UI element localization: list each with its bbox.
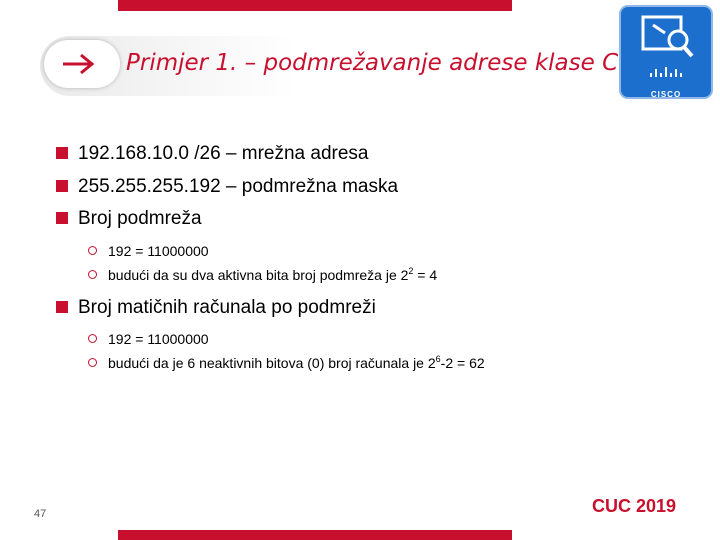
sub-bullet-text-post: -2 = 62 — [440, 355, 485, 371]
sub-bullet-text-pre: budući da su dva aktivna bita broj podmreža je 2 — [108, 267, 409, 283]
sub-bullet-circle-icon — [88, 358, 97, 367]
sub-bullet-binary — [108, 243, 209, 259]
bullet-square-icon — [56, 212, 68, 224]
footer-label: CUC 2019 — [592, 496, 677, 516]
webex-teams-icon — [621, 7, 711, 79]
bullet-host-count — [78, 297, 376, 319]
bullet-text: 192.168.10.0 /26 – mrežna adresa — [78, 143, 369, 164]
bullet-text: Broj matičnih računala po podmreži — [78, 297, 376, 318]
sub-bullet-circle-icon — [88, 246, 97, 255]
arrow-badge — [44, 40, 120, 88]
sub-bullet-text: 192 = 11000000 — [108, 243, 209, 259]
top-accent-bar — [118, 0, 512, 11]
exponent: 2 — [408, 266, 414, 276]
bullet-square-icon — [56, 147, 68, 159]
bullet-subnet-count — [78, 208, 202, 230]
cisco-logo — [619, 5, 713, 99]
slide-title: Primjer 1. – podmrežavanje adrese klase C — [126, 50, 619, 76]
sub-bullet-host-calc — [108, 355, 485, 371]
bullet-network-address — [78, 143, 368, 165]
sub-bullet-circle-icon — [88, 334, 97, 343]
sub-bullet-text-pre: budući da je 6 neaktivnih bitova (0) broj računala je 2 — [108, 355, 436, 371]
bottom-accent-bar — [118, 530, 512, 540]
bullet-text: 255.255.255.192 – podmrežna maska — [78, 176, 399, 197]
bullet-square-icon — [56, 301, 68, 313]
bullet-subnet-mask — [78, 176, 398, 198]
sub-bullet-circle-icon — [88, 270, 97, 279]
exponent: 6 — [435, 354, 441, 364]
sub-bullet-text: 192 = 11000000 — [108, 331, 209, 347]
page-number: 47 — [34, 508, 47, 520]
sub-bullet-text-post: = 4 — [413, 267, 438, 283]
sub-bullet-subnet-calc — [108, 267, 437, 283]
sub-bullet-binary — [108, 331, 209, 347]
cisco-wordmark: CISCO — [650, 90, 682, 99]
arrow-right-icon — [61, 52, 101, 76]
bullet-text: Broj podmreža — [78, 208, 202, 229]
bullet-square-icon — [56, 180, 68, 192]
